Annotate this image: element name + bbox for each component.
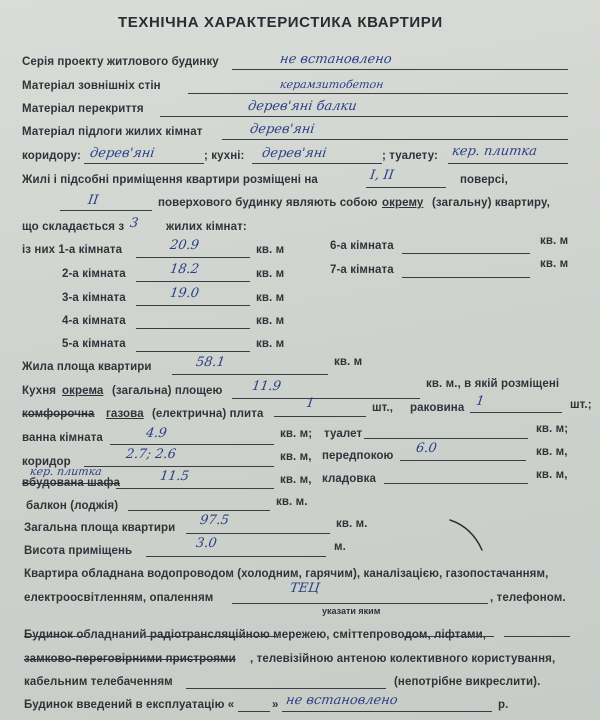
- room7-label: 7-а кімната: [330, 264, 394, 276]
- kitchen-area-value: 11.9: [250, 379, 283, 394]
- height-unit: м.: [334, 541, 346, 553]
- room2-line: [136, 281, 250, 282]
- ceiling-material-label: Матеріал перекриття: [22, 103, 144, 115]
- room7-line: [402, 277, 530, 278]
- room6-line: [402, 253, 530, 254]
- stove-line: [274, 416, 366, 417]
- consists-of-a: що складається з: [22, 221, 125, 233]
- balcony-label: балкон (лоджія): [26, 500, 119, 512]
- cable-label: кабельним телебаченням: [24, 676, 173, 688]
- room3-line: [136, 305, 250, 306]
- hallway-value: 6.0: [414, 441, 438, 456]
- storeroom-label: кладовка: [322, 473, 376, 485]
- floor-material-label: Матеріал підлоги жилих кімнат: [22, 126, 203, 138]
- strike-elevators: [504, 636, 570, 637]
- wall-material-line: [188, 93, 568, 94]
- kitchen-area-label-c: кв. м., в якій розміщені: [426, 378, 560, 390]
- series-value: не встановлено: [278, 52, 393, 67]
- kitchen-floor-value: дерев'яні: [260, 146, 328, 161]
- built-in-note: кер. плитка: [29, 465, 103, 478]
- building-line-a: Будинок обладнаний радіотрансляційною мережею, сміттепроводом, ліфтами,: [24, 629, 487, 641]
- wall-material-value: керамзитобетон: [279, 78, 385, 91]
- room6-unit: кв. м: [540, 235, 569, 247]
- bathroom-label: ванна кімната: [22, 432, 103, 444]
- balcony-line: [128, 510, 270, 511]
- series-label: Серія проекту житлового будинку: [22, 56, 219, 68]
- strike-garbage: [404, 636, 494, 637]
- room2-label: 2-а кімната: [62, 268, 126, 280]
- sink-count-value: 1: [474, 394, 486, 409]
- toilet-room-line: [364, 438, 528, 439]
- telephone-label: , телефоном.: [490, 592, 566, 604]
- room2-unit: кв. м: [256, 268, 285, 280]
- floor-material-line: [222, 139, 568, 140]
- corridor-area-line: [84, 466, 274, 467]
- stove-gas-label: газова: [106, 408, 144, 420]
- sink-label: раковина: [410, 402, 465, 414]
- floors-word: поверсі,: [460, 174, 508, 186]
- room1-label: із них 1-а кімната: [22, 244, 123, 256]
- commissioned-day-line: [238, 711, 270, 712]
- toilet-floor-value: кер. плитка: [450, 144, 538, 159]
- kitchen-separate: окрема: [62, 385, 104, 397]
- sink-line: [470, 412, 562, 413]
- room5-line: [136, 351, 250, 352]
- commissioned-quote-close: »: [272, 699, 279, 711]
- strike-building: [24, 636, 86, 637]
- toilet-floor-line: [448, 163, 568, 164]
- commissioned-label: Будинок введений в експлуатацію «: [24, 699, 235, 711]
- room1-value: 20.9: [168, 238, 201, 253]
- series-line: [232, 69, 568, 70]
- cable-line: [186, 688, 386, 689]
- stove-count-value: 1: [304, 396, 316, 411]
- wall-material-label: Матеріал зовнішніх стін: [22, 80, 161, 92]
- top-floor-text-b: (загальну) квартиру,: [432, 197, 550, 209]
- room3-unit: кв. м: [256, 292, 285, 304]
- room2-value: 18.2: [168, 262, 201, 277]
- room6-label: 6-а кімната: [330, 240, 394, 252]
- hallway-unit: кв. м,: [536, 446, 568, 458]
- room3-value: 19.0: [168, 286, 201, 301]
- room1-unit: кв. м: [256, 244, 285, 256]
- toilet-room-label: туалет: [324, 428, 363, 440]
- corridor-area-label: коридор: [22, 456, 71, 468]
- built-in-value: 11.5: [158, 469, 191, 484]
- bathroom-unit: кв. м;: [280, 428, 313, 440]
- sink-pcs: шт.;: [570, 399, 592, 411]
- corridor-area-unit: кв. м,: [280, 451, 312, 463]
- commissioned-value: не встановлено: [284, 693, 399, 708]
- total-area-value: 97.5: [198, 513, 231, 528]
- living-area-line: [172, 374, 328, 375]
- hallway-line: [400, 460, 526, 461]
- bathroom-line: [110, 444, 274, 445]
- bathroom-value: 4.9: [144, 426, 168, 441]
- room5-label: 5-а кімната: [62, 338, 126, 350]
- living-area-value: 58.1: [194, 355, 227, 370]
- toilet-room-unit: кв. м;: [536, 423, 569, 435]
- built-in-line: [116, 488, 274, 489]
- storeys-line: [60, 210, 152, 211]
- kitchen-floor-line: [252, 163, 382, 164]
- height-value: 3.0: [194, 536, 218, 551]
- toilet-floor-label: ; туалету:: [382, 150, 438, 162]
- room3-label: 3-а кімната: [62, 292, 126, 304]
- storeys-value: II: [86, 193, 100, 208]
- equipped-line-a: Квартира обладнана водопроводом (холодним, гарячим), каналізацією, газопостачанням,: [24, 568, 549, 580]
- balcony-unit: кв. м.: [276, 496, 308, 508]
- room7-unit: кв. м: [540, 258, 569, 270]
- total-area-label: Загальна площа квартири: [24, 522, 176, 534]
- heating-line: [232, 603, 488, 604]
- room1-line: [136, 257, 250, 258]
- specify-note: указати яким: [322, 606, 381, 616]
- living-area-label: Жила площа квартири: [22, 361, 152, 373]
- year-label: р.: [498, 699, 509, 711]
- floors-placement-label: Жилі і підсобні приміщення квартири розміщені на: [22, 174, 318, 186]
- page-title: ТЕХНІЧНА ХАРАКТЕРИСТИКА КВАРТИРИ: [118, 14, 443, 31]
- floors-placement-line: [366, 187, 446, 188]
- storeroom-unit: кв. м,: [536, 469, 568, 481]
- total-area-line: [186, 533, 330, 534]
- kitchen-floor-label: ; кухні:: [204, 150, 245, 162]
- building-line-b2: , телевізійною антеною колективного користування,: [250, 653, 556, 665]
- kitchen-area-line: [232, 398, 420, 399]
- built-in-closet-label: вбудована шафа: [22, 477, 120, 489]
- floor-value: I, II: [368, 168, 395, 183]
- room4-line: [136, 328, 250, 329]
- building-line-b1: замково-переговірними пристроями: [24, 653, 236, 665]
- floor-material-value: дерев'яні: [248, 122, 316, 137]
- stove-burner-label: комфорочна: [22, 408, 95, 420]
- heating-value: ТЕЦ: [288, 581, 321, 596]
- corridor-floor-value: дерев'яні: [88, 146, 156, 161]
- consists-of-b: жилих кімнат:: [166, 221, 247, 233]
- kitchen-area-label-a: Кухня: [22, 385, 57, 397]
- height-label: Висота приміщень: [24, 545, 133, 557]
- kitchen-area-label-b: (загальна) площею: [112, 385, 223, 397]
- top-floor-text-a: поверхового будинку являють собою: [158, 197, 378, 209]
- total-area-unit: кв. м.: [336, 518, 368, 530]
- strike-radio: [146, 636, 276, 637]
- stove-rest-label: (електрична) плита: [152, 408, 264, 420]
- commissioned-line: [282, 711, 492, 712]
- height-line: [146, 556, 326, 557]
- rooms-count-value: 3: [128, 216, 140, 231]
- corridor-floor-label: коридору:: [22, 150, 81, 162]
- hallway-label: передпокою: [322, 450, 394, 462]
- built-in-unit: кв. м,: [280, 474, 312, 486]
- ceiling-material-value: дерев'яні балки: [246, 99, 358, 114]
- pen-stroke-mark: [448, 516, 488, 556]
- room4-unit: кв. м: [256, 315, 285, 327]
- stove-pcs: шт.,: [372, 402, 393, 414]
- room4-label: 4-а кімната: [62, 315, 126, 327]
- equipped-line-b: електроосвітленням, опаленням: [24, 592, 214, 604]
- corridor-area-value: 2.7; 2.6: [124, 447, 177, 462]
- corridor-floor-line: [84, 163, 204, 164]
- top-floor-separate: окрему: [382, 197, 424, 209]
- ceiling-material-line: [160, 116, 568, 117]
- storeroom-line: [384, 483, 528, 484]
- living-area-unit: кв. м: [334, 356, 363, 368]
- cross-out-note: (непотрібне викреслити).: [394, 676, 541, 688]
- room5-unit: кв. м: [256, 338, 285, 350]
